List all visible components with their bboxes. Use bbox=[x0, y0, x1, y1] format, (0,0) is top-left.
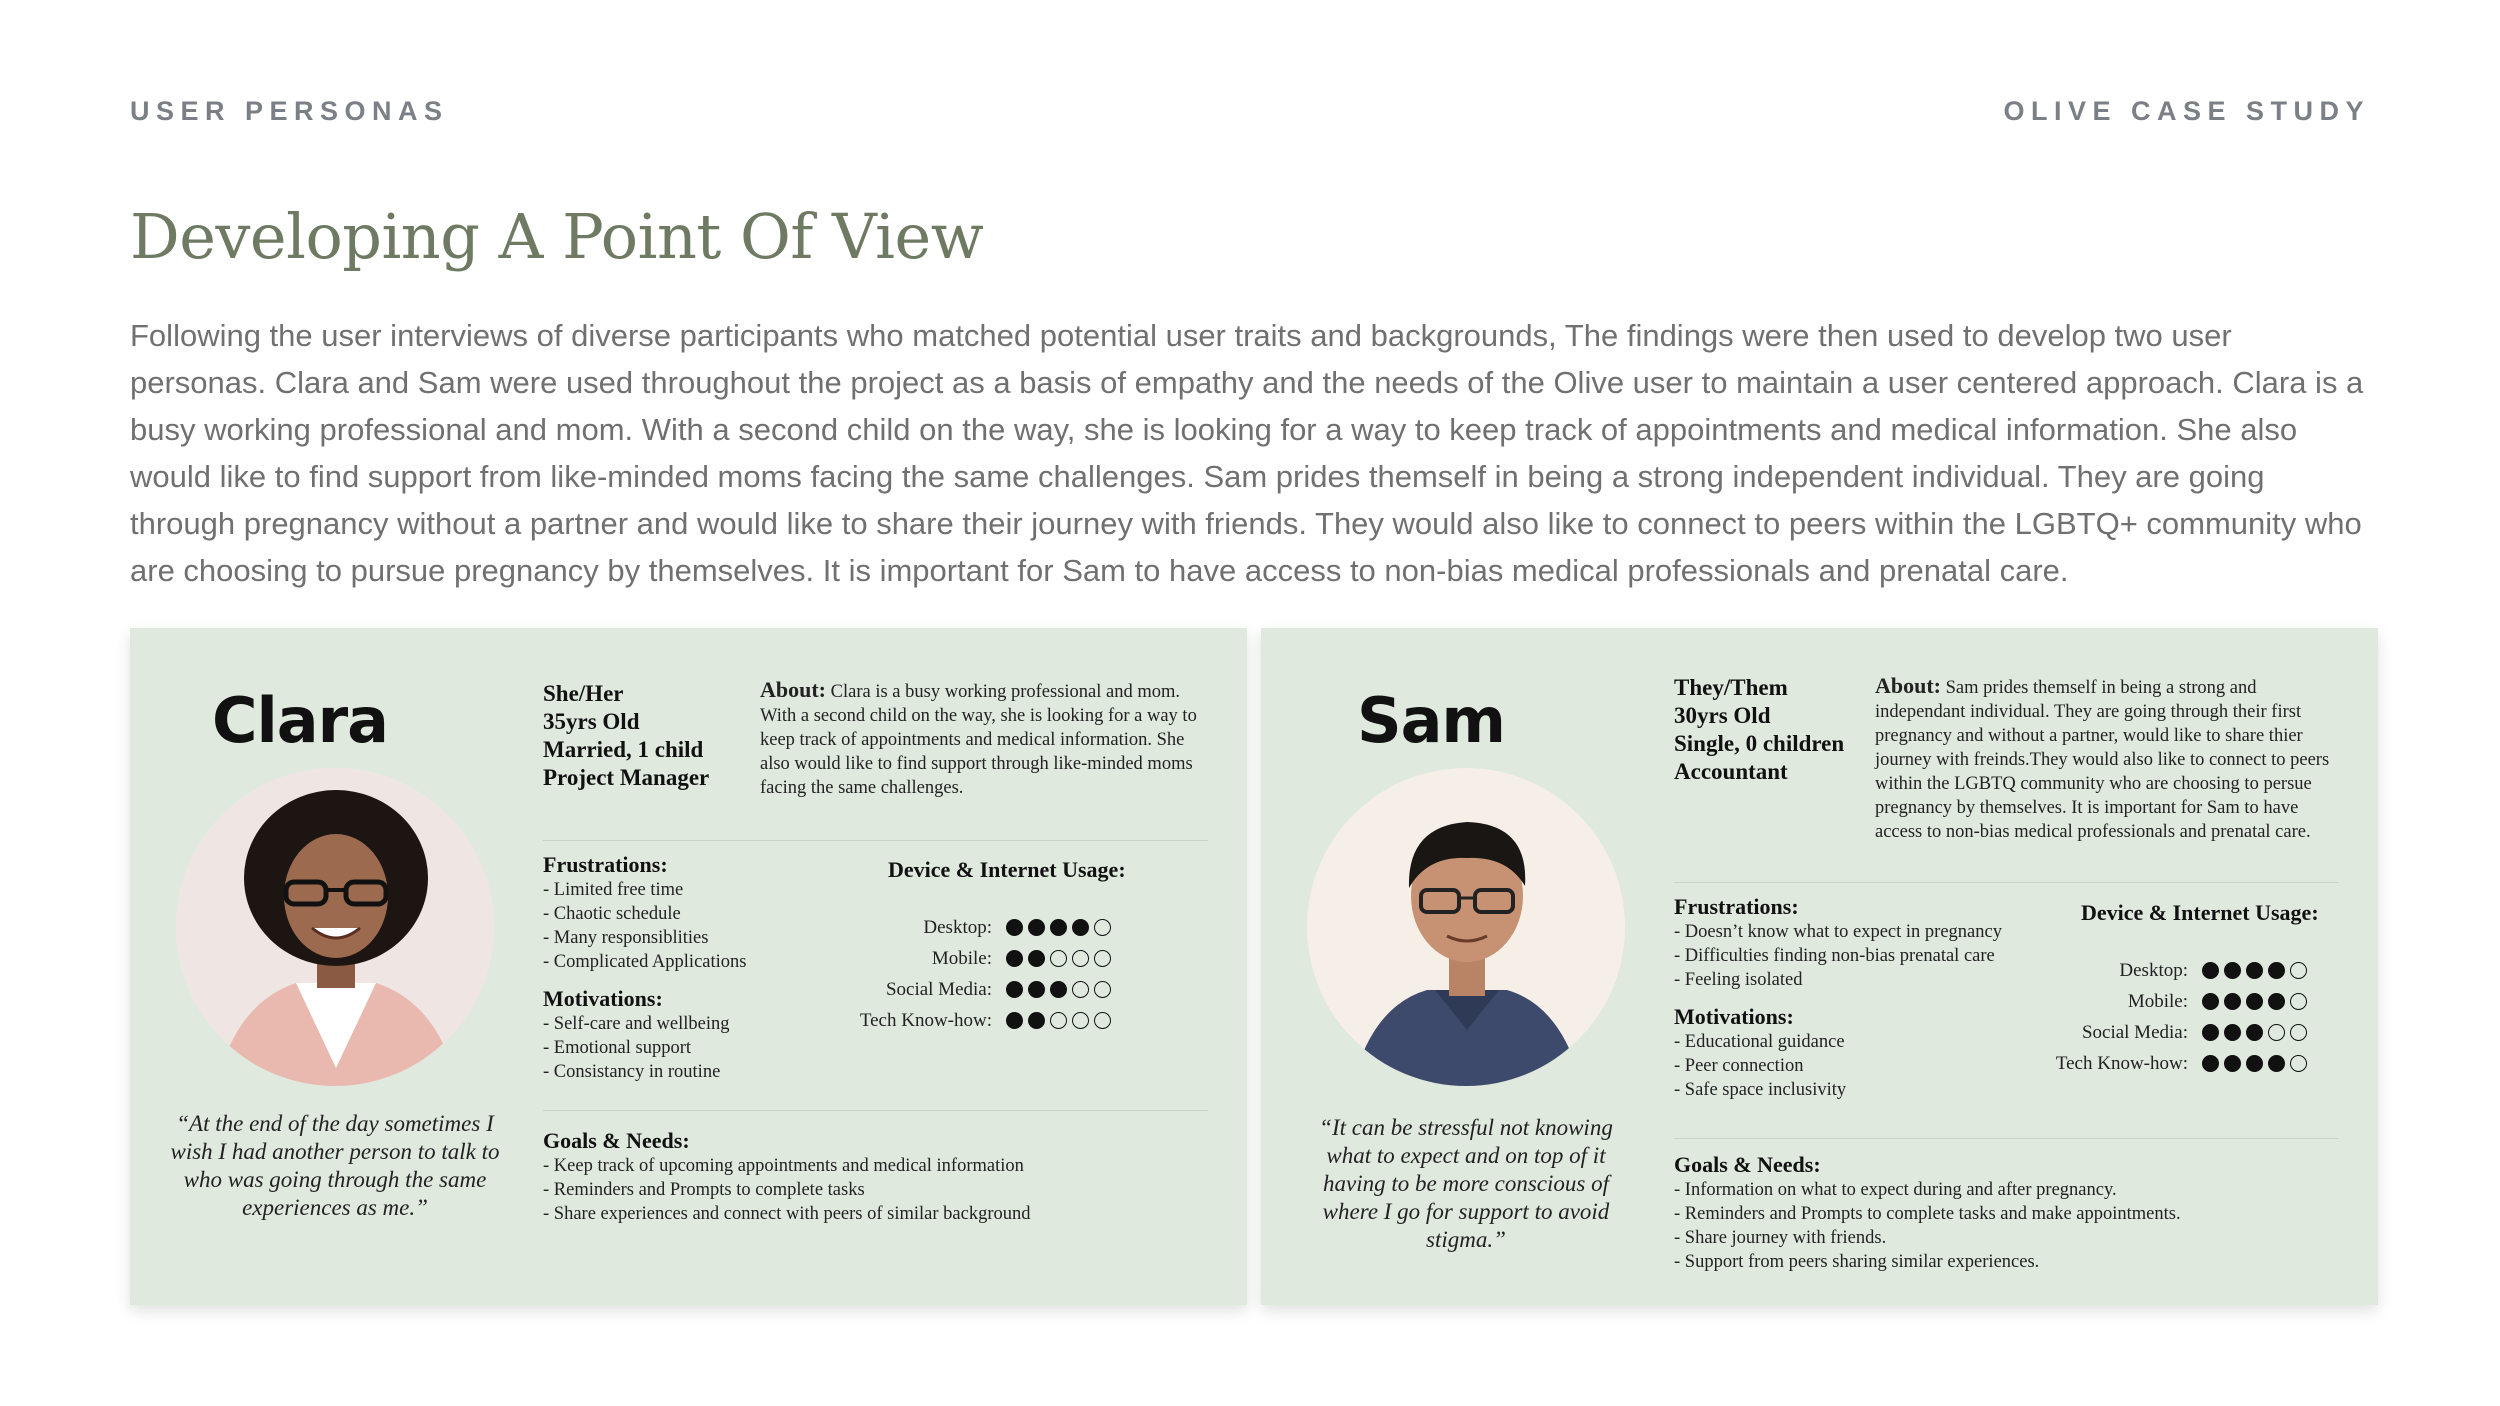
rating-dot-filled bbox=[2202, 1024, 2219, 1041]
rating-dot-empty bbox=[1094, 981, 1111, 998]
persona-quote: “It can be stressful not knowing what to expect and on top of it having to be more conscious of where I go for support to avoid stigma.” bbox=[1319, 1115, 1613, 1252]
rating-dot-empty bbox=[2290, 993, 2307, 1010]
usage-table bbox=[2026, 955, 2307, 1079]
rating-dots bbox=[1006, 1012, 1111, 1029]
list-item: - Share journey with friends. bbox=[1674, 1226, 2354, 1250]
rating-dot-empty bbox=[1072, 1012, 1089, 1029]
rating-dot-filled bbox=[1028, 981, 1045, 998]
about-label: About: bbox=[760, 677, 827, 702]
list-item: - Many responsiblities bbox=[543, 926, 903, 950]
rating-dot-filled bbox=[2202, 993, 2219, 1010]
list-item: - Information on what to expect during and after pregnancy. bbox=[1674, 1178, 2354, 1202]
persona-quote: “At the end of the day sometimes I wish I had another person to talk to who was going through the same experiences as me.” bbox=[170, 1111, 500, 1220]
rating-dot-filled bbox=[1050, 981, 1067, 998]
usage-table bbox=[830, 912, 1111, 1036]
frustrations-block bbox=[1674, 894, 2074, 992]
list-item: - Consistancy in routine bbox=[543, 1060, 903, 1084]
usage-row bbox=[830, 912, 1111, 943]
project-label: OLIVE CASE STUDY bbox=[2003, 96, 2370, 126]
rating-dot-filled bbox=[2246, 993, 2263, 1010]
rating-dot-filled bbox=[1072, 919, 1089, 936]
persona-name: Clara bbox=[211, 684, 388, 757]
section-label: USER PERSONAS bbox=[130, 96, 449, 126]
rating-dots bbox=[2202, 1024, 2307, 1041]
persona-facts bbox=[543, 680, 709, 792]
page-title: Developing A Point Of View bbox=[130, 200, 984, 273]
rating-dot-filled bbox=[1050, 919, 1067, 936]
usage-row bbox=[2026, 1017, 2307, 1048]
persona-about bbox=[1875, 674, 2345, 844]
usage-label: Tech Know-how: bbox=[859, 1009, 992, 1031]
rating-dots bbox=[1006, 919, 1111, 936]
list-item: - Doesn’t know what to expect in pregnancy bbox=[1674, 920, 2074, 944]
motivations-block bbox=[1674, 1004, 2074, 1102]
usage-label: Tech Know-how: bbox=[2055, 1052, 2188, 1074]
persona-about bbox=[760, 678, 1210, 800]
rating-dot-filled bbox=[2246, 1055, 2263, 1072]
rating-dot-filled bbox=[2202, 962, 2219, 979]
divider bbox=[543, 840, 1208, 841]
list-item: - Reminders and Prompts to complete tasks bbox=[543, 1178, 1223, 1202]
goals-block bbox=[543, 1128, 1223, 1226]
rating-dot-empty bbox=[2290, 1024, 2307, 1041]
about-text: Sam prides themself in being a strong and independant individual. They are going through their first pregnancy and without a partner, would like to share thier journey with freinds.They would also like to connect to peers within the LGBTQ community who are choosing to persue pregnancy by themselves. It is important for Sam to have access to non-bias medical professionals and prenatal care. bbox=[1875, 678, 2330, 842]
usage-title: Device & Internet Usage: bbox=[2081, 900, 2319, 925]
goals-title: Goals & Needs: bbox=[1674, 1152, 1821, 1177]
rating-dots bbox=[1006, 981, 1111, 998]
divider bbox=[1674, 882, 2339, 883]
divider bbox=[1674, 1138, 2339, 1139]
rating-dot-empty bbox=[1072, 981, 1089, 998]
rating-dot-filled bbox=[1006, 919, 1023, 936]
motivations-title: Motivations: bbox=[1674, 1004, 1794, 1029]
list-item: - Reminders and Prompts to complete tasks and make appointments. bbox=[1674, 1202, 2354, 1226]
rating-dot-empty bbox=[1094, 919, 1111, 936]
usage-label: Social Media: bbox=[885, 978, 992, 1000]
pronouns: They/Them bbox=[1674, 675, 1788, 700]
usage-row bbox=[2026, 1048, 2307, 1079]
list-item: - Self-care and wellbeing bbox=[543, 1012, 903, 1036]
avatar-illustration bbox=[1307, 768, 1625, 1086]
rating-dots bbox=[2202, 1055, 2307, 1072]
rating-dots bbox=[1006, 950, 1111, 967]
rating-dot-filled bbox=[1006, 950, 1023, 967]
persona-photo-clara bbox=[176, 768, 494, 1086]
persona-facts bbox=[1674, 674, 1844, 786]
list-item: - Educational guidance bbox=[1674, 1030, 2074, 1054]
occupation: Project Manager bbox=[543, 765, 710, 790]
list-item: - Feeling isolated bbox=[1674, 968, 2074, 992]
age: 30yrs Old bbox=[1674, 703, 1771, 728]
rating-dot-empty bbox=[2290, 1055, 2307, 1072]
persona-card-sam bbox=[1261, 628, 2378, 1305]
list-item: - Emotional support bbox=[543, 1036, 903, 1060]
motivations-title: Motivations: bbox=[543, 986, 663, 1011]
frustrations-title: Frustrations: bbox=[1674, 894, 1799, 919]
rating-dot-empty bbox=[1094, 1012, 1111, 1029]
list-item: - Support from peers sharing similar experiences. bbox=[1674, 1250, 2354, 1274]
avatar-illustration bbox=[176, 768, 494, 1086]
usage-label: Desktop: bbox=[2119, 959, 2188, 981]
usage-row bbox=[2026, 955, 2307, 986]
usage-label: Desktop: bbox=[923, 916, 992, 938]
usage-row bbox=[830, 974, 1111, 1005]
intro-paragraph: Following the user interviews of diverse participants who matched potential user traits and backgrounds, The findings were then used to develop two user personas. Clara and Sam were used throughout the project as a basis of empathy and the needs of the Olive user to maintain a user centered approach. Clara is a busy working professional and mom. With a second child on the way, she is looking for a way to keep track of appointments and medical information. She also would like to find support from like-minded moms facing the same challenges. Sam prides themself in being a strong independent individual. They are going through pregnancy without a partner and would like to share their journey with friends. They would also like to connect to peers within the LGBTQ+ community who are choosing to pursue pregnancy by themselves. It is important for Sam to have access to non-bias medical professionals and prenatal care. bbox=[130, 318, 2364, 588]
divider bbox=[543, 1110, 1208, 1111]
usage-row bbox=[2026, 986, 2307, 1017]
persona-card-clara bbox=[130, 628, 1247, 1305]
rating-dot-empty bbox=[1072, 950, 1089, 967]
list-item: - Complicated Applications bbox=[543, 950, 903, 974]
goals-block bbox=[1674, 1152, 2354, 1274]
family-status: Married, 1 child bbox=[543, 737, 704, 762]
goals-title: Goals & Needs: bbox=[543, 1128, 690, 1153]
about-label: About: bbox=[1875, 673, 1942, 698]
rating-dot-filled bbox=[2224, 962, 2241, 979]
usage-label: Mobile: bbox=[2127, 990, 2188, 1012]
list-item: - Keep track of upcoming appointments and medical information bbox=[543, 1154, 1223, 1178]
pronouns: She/Her bbox=[543, 681, 624, 706]
usage-row bbox=[830, 1005, 1111, 1036]
usage-title: Device & Internet Usage: bbox=[888, 857, 1126, 882]
rating-dot-filled bbox=[2268, 1055, 2285, 1072]
list-item: - Difficulties finding non-bias prenatal care bbox=[1674, 944, 2074, 968]
list-item: - Safe space inclusivity bbox=[1674, 1078, 2074, 1102]
rating-dot-filled bbox=[1028, 919, 1045, 936]
rating-dot-filled bbox=[1006, 981, 1023, 998]
rating-dot-filled bbox=[2224, 1055, 2241, 1072]
rating-dot-filled bbox=[2224, 1024, 2241, 1041]
family-status: Single, 0 children bbox=[1674, 731, 1845, 756]
persona-photo-sam bbox=[1307, 768, 1625, 1086]
rating-dot-empty bbox=[2268, 1024, 2285, 1041]
rating-dots bbox=[2202, 962, 2307, 979]
rating-dot-filled bbox=[1006, 1012, 1023, 1029]
age: 35yrs Old bbox=[543, 709, 640, 734]
rating-dot-empty bbox=[1050, 1012, 1067, 1029]
rating-dot-empty bbox=[1094, 950, 1111, 967]
rating-dot-empty bbox=[1050, 950, 1067, 967]
usage-label: Social Media: bbox=[2081, 1021, 2188, 1043]
rating-dot-empty bbox=[2290, 962, 2307, 979]
rating-dot-filled bbox=[1028, 950, 1045, 967]
rating-dot-filled bbox=[2224, 993, 2241, 1010]
rating-dot-filled bbox=[1028, 1012, 1045, 1029]
rating-dots bbox=[2202, 993, 2307, 1010]
usage-label: Mobile: bbox=[931, 947, 992, 969]
list-item: - Peer connection bbox=[1674, 1054, 2074, 1078]
rating-dot-filled bbox=[2246, 962, 2263, 979]
usage-row bbox=[830, 943, 1111, 974]
rating-dot-filled bbox=[2268, 993, 2285, 1010]
list-item: - Limited free time bbox=[543, 878, 903, 902]
list-item: - Chaotic schedule bbox=[543, 902, 903, 926]
about-text: Clara is a busy working professional and mom. With a second child on the way, she is looking for a way to keep track of appointments and medical information. She also would like to find support through like-minded moms facing the same challenges. bbox=[760, 682, 1197, 798]
occupation: Accountant bbox=[1674, 759, 1788, 784]
rating-dot-filled bbox=[2268, 962, 2285, 979]
rating-dot-filled bbox=[2246, 1024, 2263, 1041]
list-item: - Share experiences and connect with peers of similar background bbox=[543, 1202, 1223, 1226]
rating-dot-filled bbox=[2202, 1055, 2219, 1072]
frustrations-title: Frustrations: bbox=[543, 852, 668, 877]
persona-name: Sam bbox=[1356, 684, 1506, 757]
